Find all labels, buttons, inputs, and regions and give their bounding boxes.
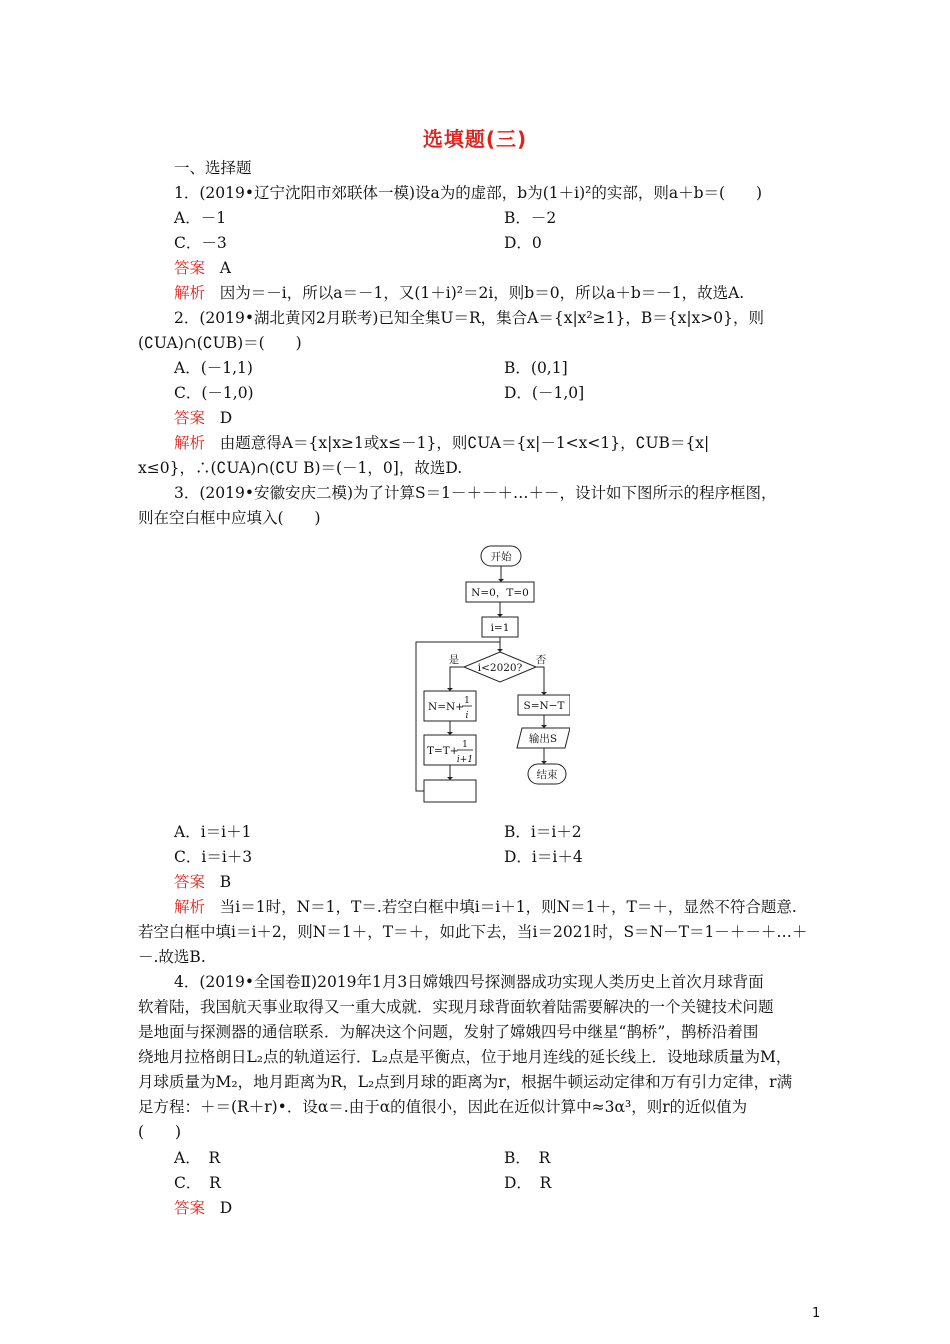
flow-s-text: S=N−T: [523, 700, 565, 712]
answer-label: 答案: [174, 873, 206, 891]
q3-option-d: D．i＝i＋4: [504, 848, 583, 866]
flow-end-text: 结束: [536, 769, 558, 781]
q3-analysis-line3: －.故选B.: [138, 948, 206, 966]
q1-analysis: 因为＝－i，所以a＝－1，又(1＋i)²＝2i，则b＝0，所以a＋b＝－1，故选A.: [219, 284, 745, 302]
q3-analysis-row: [174, 897, 797, 917]
flow-n-frac-bot: i: [465, 711, 469, 721]
q4-option-b: B． R: [504, 1149, 551, 1167]
q3-stem-line1: 3．(2019•安徽安庆二模)为了计算S＝1－＋－＋…＋－，设计如下图所示的程序框图，: [174, 484, 777, 502]
q2-option-d: D．(－1,0]: [504, 384, 585, 402]
analysis-label: 解析: [174, 284, 206, 302]
q2-stem-line2: (∁UA)∩(∁UB)＝( ): [138, 334, 302, 352]
q2-answer-row: [174, 408, 232, 428]
q3-answer-row: [174, 872, 231, 892]
q4-option-d: D． R: [504, 1174, 552, 1192]
q2-answer: D: [219, 409, 233, 427]
q2-analysis-row: [174, 433, 709, 453]
q2-option-a: A．(－1,1): [174, 359, 253, 377]
q3-option-b: B．i＝i＋2: [504, 823, 582, 841]
page-number: 1: [812, 1306, 821, 1321]
flow-n-text: N=N+: [428, 701, 464, 713]
flow-init-text: N=0，T=0: [471, 587, 529, 599]
q3-option-c: C．i＝i＋3: [174, 848, 253, 866]
q1-stem: 1．(2019•辽宁沈阳市郊联体一模)设a为的虚部，b为(1＋i)²的实部，则a＋b＝( ): [174, 184, 763, 202]
flow-i-text: i=1: [490, 622, 510, 634]
flow-condition-text: i<2020?: [477, 662, 523, 674]
section-heading: 一、选择题: [174, 159, 252, 177]
flow-t-text: T=T+: [427, 745, 459, 757]
q1-option-d: D．0: [504, 234, 542, 252]
analysis-label: 解析: [174, 898, 206, 916]
flow-t-frac-bot: i+1: [456, 755, 474, 765]
q3-analysis-line1: 当i＝1时，N＝1，T＝.若空白框中填i＝i＋1，则N＝1＋，T＝＋，显然不符合题意.: [219, 898, 797, 916]
q1-option-a: A．－1: [174, 209, 227, 227]
q1-answer-row: [174, 258, 231, 278]
q3-analysis-line2: 若空白框中填i＝i＋2，则N＝1＋，T＝＋，如此下去，当i＝2021时，S＝N－T＝1－＋－＋…＋: [138, 923, 808, 941]
q1-option-c: C．－3: [174, 234, 227, 252]
flow-output-text: 输出S: [528, 733, 558, 745]
program-flowchart: [410, 540, 570, 805]
q4-stem-line4: 绕地月拉格朗日L₂点的轨道运行．L₂点是平衡点，位于地月连线的延长线上．设地球质量为M，: [138, 1048, 792, 1066]
q4-stem-line3: 是地面与探测器的通信联系．为解决这个问题，发射了嫦娥四号中继星“鹊桥”，鹊桥沿着围: [138, 1023, 759, 1041]
page-title: 选填题(三): [422, 127, 528, 151]
flow-start-text: 开始: [490, 551, 512, 563]
answer-label: 答案: [174, 409, 206, 427]
q4-answer-row: [174, 1198, 232, 1218]
q4-stem-line7: ( ): [138, 1123, 182, 1141]
flow-yes-label: 是: [448, 654, 460, 666]
q4-option-a: A． R: [174, 1149, 221, 1167]
q1-option-b: B．－2: [504, 209, 557, 227]
q2-analysis-line1: 由题意得A＝{x|x≥1或x≤－1}，则∁UA＝{x|－1<x<1}，∁UB＝{x|: [219, 434, 710, 452]
q3-option-a: A．i＝i＋1: [174, 823, 252, 841]
q4-answer: D: [219, 1199, 233, 1217]
q4-stem-line1: 4．(2019•全国卷Ⅱ)2019年1月3日嫦娥四号探测器成功实现人类历史上首次月球背面: [174, 973, 764, 991]
q2-option-c: C．(－1,0): [174, 384, 254, 402]
q1-answer: A: [219, 259, 231, 277]
answer-label: 答案: [174, 1199, 206, 1217]
q3-answer: B: [219, 873, 232, 891]
q3-stem-line2: 则在空白框中应填入( ): [138, 509, 321, 527]
answer-label: 答案: [174, 259, 206, 277]
flow-blank-box: [424, 780, 476, 802]
analysis-label: 解析: [174, 434, 206, 452]
q2-option-b: B．(0,1]: [504, 359, 568, 377]
q4-stem-line2: 软着陆，我国航天事业取得又一重大成就．实现月球背面软着陆需要解决的一个关键技术问题: [138, 998, 774, 1016]
flow-n-frac-top: 1: [464, 696, 470, 706]
flow-no-label: 否: [535, 654, 547, 666]
q1-analysis-row: [174, 283, 744, 303]
q4-option-c: C． R: [174, 1174, 221, 1192]
q2-stem-line1: 2．(2019•湖北黄冈2月联考)已知全集U＝R，集合A＝{x|x²≥1}，B＝{x|x>0}，则: [174, 309, 764, 327]
q4-stem-line6: 足方程：＋＝(R＋r)•．设α＝.由于α的值很小，因此在近似计算中≈3α³，则r的近似值为: [138, 1098, 748, 1116]
q2-analysis-line2: x≤0}，∴(∁UA)∩(∁U B)＝(－1，0]，故选D.: [138, 459, 463, 477]
q4-stem-line5: 月球质量为M₂，地月距离为R，L₂点到月球的距离为r，根据牛顿运动定律和万有引力定律，r满: [138, 1073, 793, 1091]
flow-t-frac-top: 1: [462, 740, 468, 750]
